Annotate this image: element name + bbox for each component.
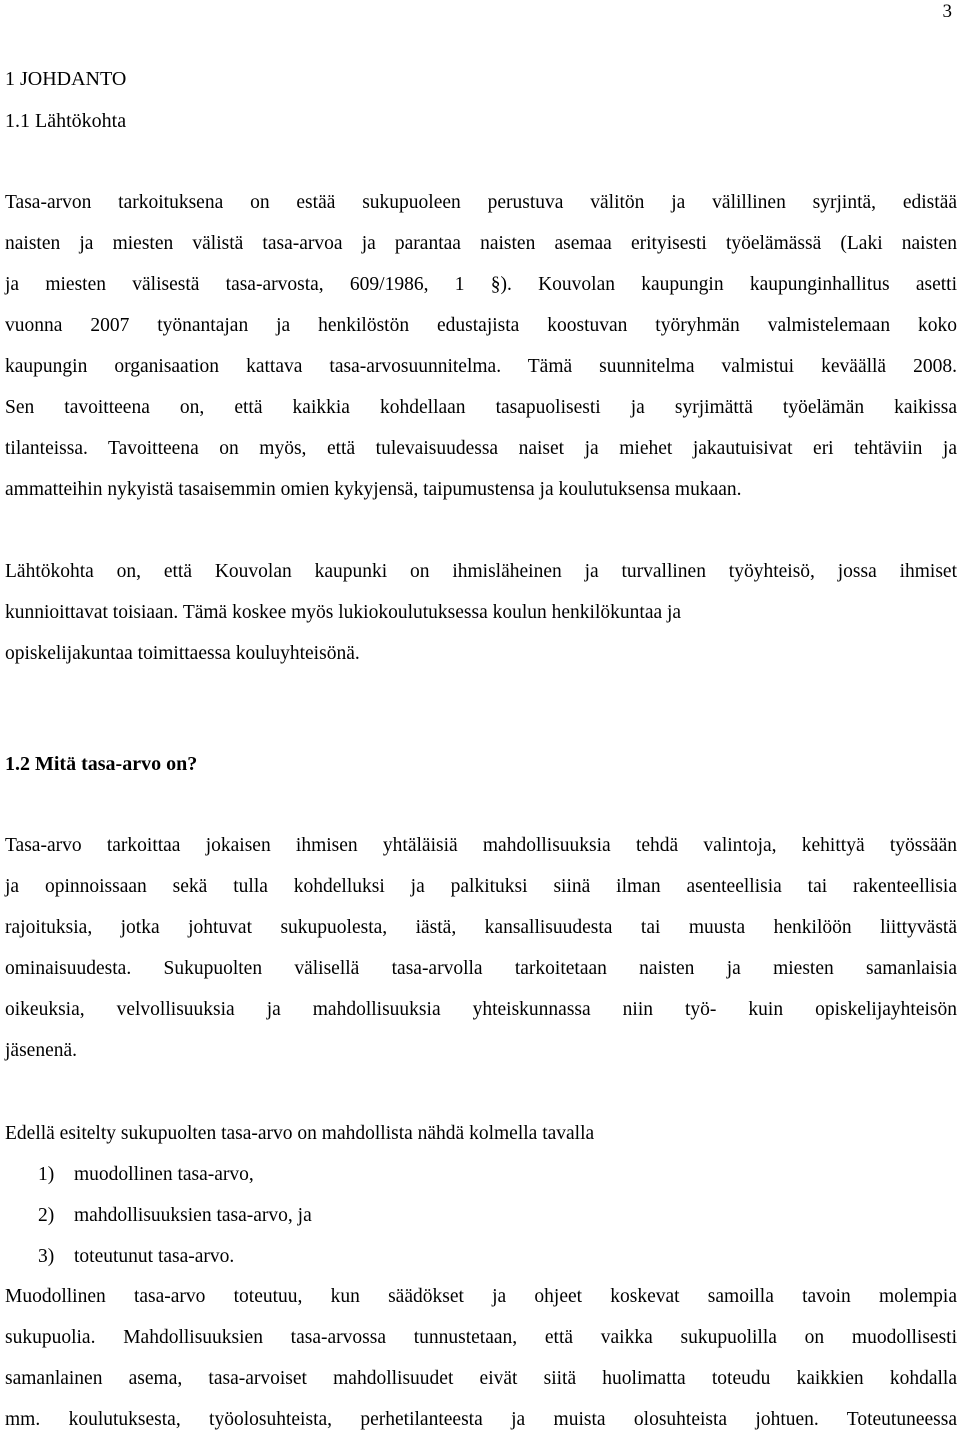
list-item-number: 3) [38, 1246, 55, 1267]
paragraph-line: sukupuolia. Mahdollisuuksien tasa-arvossa tunnustetaan, että vaikka sukupuolilla on muodollisesti [5, 1327, 957, 1348]
paragraph-definition [5, 825, 957, 1071]
paragraph-line: Tasa-arvon tarkoituksena on estää sukupuoleen perustuva välitön ja välillinen syrjintä, edistää [5, 192, 957, 213]
paragraph-line: samanlainen asema, tasa-arvoiset mahdollisuudet eivät siitä huolimatta toteudu kaikkien kohdalla [5, 1368, 957, 1389]
paragraph-line: tilanteissa. Tavoitteena on myös, että tulevaisuudessa naiset ja miehet jakautuisivat eri tehtäviin ja [5, 438, 957, 459]
paragraph-formal-equality [5, 1276, 957, 1440]
chapter-heading: 1 JOHDANTO [5, 68, 127, 90]
paragraph-line: ja opinnoissaan sekä tulla kohdelluksi ja palkituksi siinä ilman asenteellisia tai rakenteellisia [5, 876, 957, 897]
paragraph-line: kaupungin organisaation kattava tasa-arvosuunnitelma. Tämä suunnitelma valmistui keväällä 2008. [5, 356, 957, 377]
paragraph-line: naisten ja miesten välistä tasa-arvoa ja parantaa naisten asemaa erityisesti työelämässä (Laki naisten [5, 233, 957, 254]
paragraph-line: Edellä esitelty sukupuolten tasa-arvo on mahdollista nähdä kolmella tavalla [5, 1123, 595, 1144]
paragraph-line: Sen tavoitteena on, että kaikkia kohdellaan tasapuolisesti ja syrjimättä työelämän kaikissa [5, 397, 957, 418]
paragraph-intro [5, 182, 957, 510]
paragraph-line: oikeuksia, velvollisuuksia ja mahdollisuuksia yhteiskunnassa niin työ- kuin opiskelijayhteisön [5, 999, 957, 1020]
list-item-number: 1) [38, 1164, 55, 1185]
paragraph-line: Muodollinen tasa-arvo toteutuu, kun säädökset ja ohjeet koskevat samoilla tavoin molempia [5, 1286, 957, 1307]
section-heading-what-is-equality: 1.2 Mitä tasa-arvo on? [5, 753, 198, 775]
paragraph-list-intro [5, 1113, 957, 1154]
paragraph-line: ominaisuudesta. Sukupuolten välisellä tasa-arvolla tarkoitetaan naisten ja miesten samanlaisia [5, 958, 957, 979]
paragraph-line: kunnioittavat toisiaan. Tämä koskee myös lukiokoulutuksessa koulun henkilökuntaa ja [5, 602, 682, 623]
list-item [0, 1236, 312, 1277]
list-item-text: mahdollisuuksien tasa-arvo, ja [74, 1205, 312, 1226]
paragraph-line: vuonna 2007 työnantajan ja henkilöstön edustajista koostuvan työryhmän valmistelemaan koko [5, 315, 957, 336]
paragraph-line: ja miesten välisestä tasa-arvosta, 609/1986, 1 §). Kouvolan kaupungin kaupunginhallitus asetti [5, 274, 957, 295]
section-heading-lahtokohta: 1.1 Lähtökohta [5, 110, 127, 132]
list-item-text: muodollinen tasa-arvo, [74, 1164, 254, 1185]
list-item [0, 1195, 312, 1236]
list-item-number: 2) [38, 1205, 55, 1226]
paragraph-line: Tasa-arvo tarkoittaa jokaisen ihmisen yhtäläisiä mahdollisuuksia tehdä valintoja, kehittyä työssään [5, 835, 957, 856]
list-item-text: toteutunut tasa-arvo. [74, 1246, 235, 1267]
paragraph-line: mm. koulutuksesta, työolosuhteista, perhetilanteesta ja muista olosuhteista johtuen. Toteutuneessa [5, 1409, 957, 1430]
paragraph-line: opiskelijakuntaa toimittaessa kouluyhteisönä. [5, 643, 360, 664]
paragraph-starting-point [5, 551, 957, 674]
paragraph-line: ammatteihin nykyistä tasaisemmin omien kykyjensä, taipumustensa ja koulutuksensa mukaan. [5, 479, 742, 500]
equality-types-list [0, 1154, 312, 1277]
list-item [0, 1154, 312, 1195]
paragraph-line: Lähtökohta on, että Kouvolan kaupunki on ihmisläheinen ja turvallinen työyhteisö, jossa ihmiset [5, 561, 957, 582]
paragraph-line: rajoituksia, jotka johtuvat sukupuolesta, iästä, kansallisuudesta tai muusta henkilöön liittyvästä [5, 917, 957, 938]
paragraph-line: jäsenenä. [5, 1040, 78, 1061]
page-number: 3 [942, 1, 952, 22]
